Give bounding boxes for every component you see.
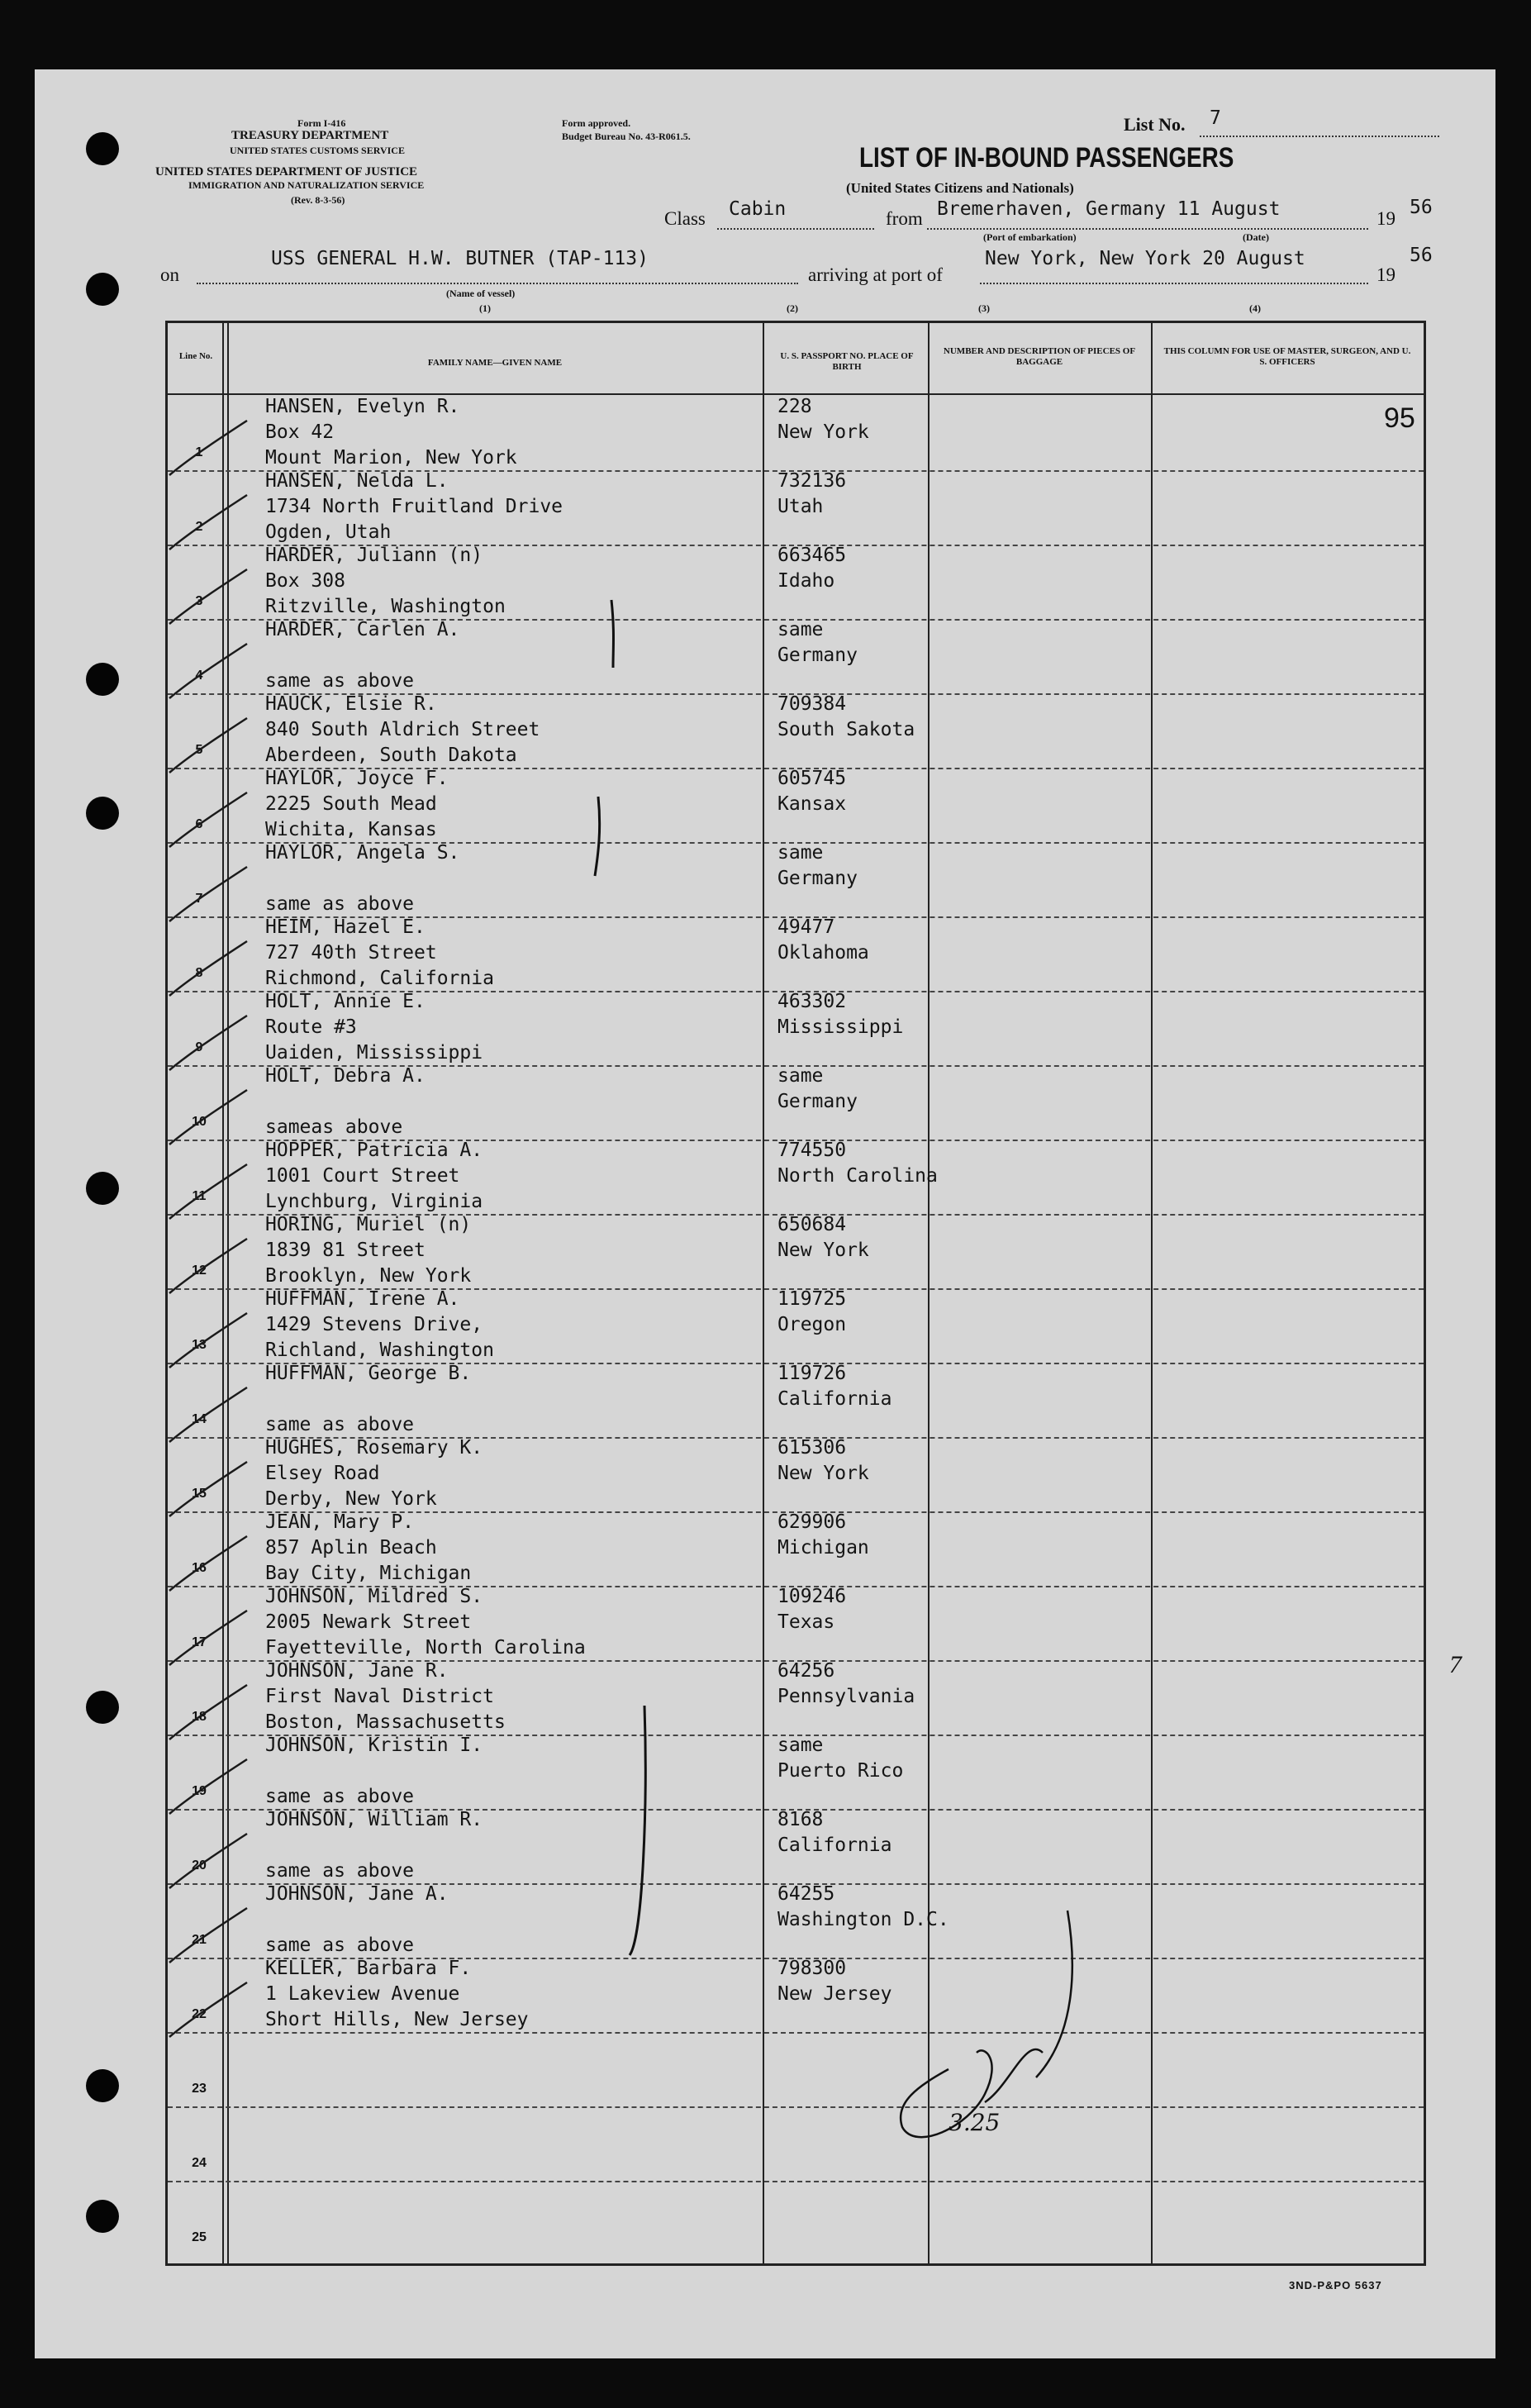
arriving-label: arriving at port of (808, 264, 943, 285)
passport-number: 49477 (777, 916, 835, 938)
passport-number: 663465 (777, 545, 847, 566)
place-of-birth: Kansax (777, 793, 847, 815)
class-value: Cabin (729, 198, 787, 220)
address-line-2: Uaiden, Mississippi (265, 1042, 483, 1064)
passport-number: 774550 (777, 1140, 847, 1161)
passport-number: 709384 (777, 693, 847, 715)
header-passport: U. S. PASSPORT NO. PLACE OF BIRTH (780, 351, 914, 372)
address-line-1: 1001 Court Street (265, 1165, 460, 1187)
address-line-2: same as above (265, 1860, 415, 1882)
passport-number: 629906 (777, 1511, 847, 1533)
form-revision: (Rev. 8-3-56) (291, 194, 345, 206)
passenger-name: HUFFMAN, Irene A. (265, 1288, 460, 1310)
passenger-name: HUGHES, Rosemary K. (265, 1437, 483, 1459)
line-number: 19 (192, 1784, 207, 1798)
embarkation-year: 56 (1410, 197, 1433, 218)
address-line-2: Ogden, Utah (265, 521, 392, 543)
address-line-1: Route #3 (265, 1016, 357, 1038)
page-subtitle: (United States Citizens and Nationals) (846, 180, 1074, 196)
passport-number: 228 (777, 396, 812, 417)
passenger-name: KELLER, Barbara F. (265, 1958, 472, 1979)
place-of-birth: South Sakota (777, 719, 915, 740)
place-of-birth: New York (777, 421, 869, 443)
manifest-page (35, 69, 1495, 2358)
class-label: Class (664, 208, 706, 229)
passport-number: 732136 (777, 470, 847, 492)
address-line-2: Wichita, Kansas (265, 819, 437, 840)
line-number: 4 (195, 669, 203, 683)
passenger-name: HAUCK, Elsie R. (265, 693, 437, 715)
line-number: 6 (195, 817, 203, 831)
passenger-name: JOHNSON, Jane A. (265, 1883, 449, 1905)
passport-number: 109246 (777, 1586, 847, 1607)
header-officers: THIS COLUMN FOR USE OF MASTER, SURGEON, AND U. S. OFFICERS (1163, 346, 1411, 367)
address-line-2: Bay City, Michigan (265, 1563, 472, 1584)
port-caption: (Port of embarkation) (983, 231, 1077, 243)
col-num-3: (3) (978, 302, 990, 314)
place-of-birth: North Carolina (777, 1165, 938, 1187)
address-line-1: First Naval District (265, 1686, 494, 1707)
address-line-1: Elsey Road (265, 1463, 380, 1484)
passport-number: 605745 (777, 768, 847, 789)
passport-number: 650684 (777, 1214, 847, 1235)
place-of-birth: New York (777, 1240, 869, 1261)
address-line-1: 1429 Stevens Drive, (265, 1314, 483, 1335)
year-prefix-2: 19 (1376, 264, 1395, 285)
list-no-label: List No. (1124, 114, 1186, 135)
place-of-birth: Mississippi (777, 1016, 904, 1038)
address-line-1: 727 40th Street (265, 942, 437, 964)
line-number: 12 (192, 1263, 207, 1278)
line-number: 7 (195, 892, 203, 906)
passport-number: 615306 (777, 1437, 847, 1459)
place-of-birth: California (777, 1388, 892, 1410)
passenger-name: HEIM, Hazel E. (265, 916, 426, 938)
line-number: 5 (195, 743, 203, 757)
passenger-name: HANSEN, Nelda L. (265, 470, 449, 492)
line-number: 21 (192, 1933, 207, 1947)
place-of-birth: New York (777, 1463, 869, 1484)
line-number: 14 (192, 1412, 207, 1426)
passenger-name: HARDER, Carlen A. (265, 619, 460, 640)
line-number: 13 (192, 1338, 207, 1352)
passenger-name: HUFFMAN, George B. (265, 1363, 472, 1384)
place-of-birth: Utah (777, 496, 824, 517)
form-approved: Form approved. (562, 117, 631, 129)
passport-number: same (777, 1065, 824, 1087)
address-line-2: same as above (265, 1414, 415, 1435)
header-name: FAMILY NAME—GIVEN NAME (427, 358, 563, 368)
on-label: on (160, 264, 179, 285)
address-line-1: 840 South Aldrich Street (265, 719, 540, 740)
line-number: 15 (192, 1487, 207, 1501)
address-line-2: sameas above (265, 1116, 403, 1138)
address-line-2: Richland, Washington (265, 1340, 494, 1361)
justice-dept: UNITED STATES DEPARTMENT OF JUSTICE (155, 165, 418, 178)
line-number: 24 (192, 2156, 207, 2170)
line-number: 20 (192, 1858, 207, 1873)
vessel-name: USS GENERAL H.W. BUTNER (TAP-113) (271, 248, 649, 269)
arrival-year: 56 (1410, 245, 1433, 266)
signature-note: 3.25 (949, 2109, 1001, 2136)
passenger-name: HAYLOR, Angela S. (265, 842, 460, 864)
address-line-2: Boston, Massachusetts (265, 1711, 506, 1733)
address-line-1: Box 42 (265, 421, 335, 443)
passport-number: same (777, 842, 824, 864)
address-line-2: same as above (265, 893, 415, 915)
line-number: 23 (192, 2082, 207, 2096)
page-title: LIST OF IN-BOUND PASSENGERS (859, 142, 1234, 174)
address-line-2: Ritzville, Washington (265, 596, 506, 617)
passenger-name: JEAN, Mary P. (265, 1511, 415, 1533)
passenger-name: HAYLOR, Joyce F. (265, 768, 449, 789)
address-line-2: Lynchburg, Virginia (265, 1191, 483, 1212)
passenger-name: HANSEN, Evelyn R. (265, 396, 460, 417)
address-line-1: Box 308 (265, 570, 345, 592)
place-of-birth: Germany (777, 645, 858, 666)
address-line-2: same as above (265, 1934, 415, 1956)
from-label: from (886, 208, 923, 229)
margin-note: 7 (1449, 1651, 1462, 1678)
place-of-birth: Idaho (777, 570, 835, 592)
place-of-birth: Washington D.C. (777, 1909, 949, 1930)
place-of-birth: Texas (777, 1611, 835, 1633)
address-line-2: same as above (265, 1786, 415, 1807)
place-of-birth: Oklahoma (777, 942, 869, 964)
line-number: 17 (192, 1635, 207, 1649)
passenger-name: JOHNSON, William R. (265, 1809, 483, 1830)
line-number: 9 (195, 1040, 203, 1054)
list-no-value: 7 (1210, 107, 1221, 129)
passenger-name: JOHNSON, Mildred S. (265, 1586, 483, 1607)
address-line-1: 2005 Newark Street (265, 1611, 472, 1633)
address-line-1: 1839 81 Street (265, 1240, 426, 1261)
header-baggage: NUMBER AND DESCRIPTION OF PIECES OF BAGGAGE (943, 346, 1136, 367)
header-line-no: Line No. (178, 351, 213, 361)
address-line-1: 1734 North Fruitland Drive (265, 496, 563, 517)
passenger-name: HOLT, Debra A. (265, 1065, 426, 1087)
address-line-2: Brooklyn, New York (265, 1265, 472, 1287)
address-line-1: 857 Aplin Beach (265, 1537, 437, 1559)
col-num-4: (4) (1249, 302, 1261, 314)
embarkation-value: Bremerhaven, Germany 11 August (937, 198, 1281, 220)
treasury-dept: TREASURY DEPARTMENT (231, 129, 389, 142)
passenger-name: HOPPER, Patricia A. (265, 1140, 483, 1161)
line-number: 2 (195, 520, 203, 534)
passenger-name: JOHNSON, Kristin I. (265, 1735, 483, 1756)
budget-bureau: Budget Bureau No. 43-R061.5. (562, 131, 691, 142)
address-line-2: Richmond, California (265, 968, 494, 989)
address-line-1: 1 Lakeview Avenue (265, 1983, 460, 2005)
place-of-birth: Michigan (777, 1537, 869, 1559)
line-number: 22 (192, 2007, 207, 2021)
passenger-name: HOLT, Annie E. (265, 991, 426, 1012)
ins-service: IMMIGRATION AND NATURALIZATION SERVICE (188, 179, 425, 191)
line-number: 8 (195, 966, 203, 980)
line-number: 18 (192, 1710, 207, 1724)
customs-service: UNITED STATES CUSTOMS SERVICE (230, 145, 405, 156)
address-line-2: same as above (265, 670, 415, 692)
year-prefix: 19 (1376, 208, 1395, 229)
passport-number: same (777, 1735, 824, 1756)
line-number: 3 (195, 594, 203, 608)
passport-number: 8168 (777, 1809, 824, 1830)
place-of-birth: California (777, 1835, 892, 1856)
passenger-name: JOHNSON, Jane R. (265, 1660, 449, 1682)
address-line-2: Aberdeen, South Dakota (265, 745, 517, 766)
officer-note: 95 (1384, 402, 1415, 434)
passport-number: 798300 (777, 1958, 847, 1979)
line-number: 25 (192, 2230, 207, 2244)
col-num-2: (2) (787, 302, 798, 314)
line-number: 10 (192, 1115, 207, 1129)
place-of-birth: Puerto Rico (777, 1760, 904, 1782)
passport-number: 119726 (777, 1363, 847, 1384)
address-line-2: Short Hills, New Jersey (265, 2009, 529, 2030)
address-line-2: Fayetteville, North Carolina (265, 1637, 586, 1658)
passenger-name: HORING, Muriel (n) (265, 1214, 472, 1235)
passport-number: same (777, 619, 824, 640)
passport-number: 64256 (777, 1660, 835, 1682)
passenger-name: HARDER, Juliann (n) (265, 545, 483, 566)
place-of-birth: New Jersey (777, 1983, 892, 2005)
vessel-caption: (Name of vessel) (446, 288, 516, 299)
col-num-1: (1) (479, 302, 491, 314)
footer-code: 3ND-P&PO 5637 (1289, 2279, 1382, 2291)
line-number: 1 (195, 445, 203, 459)
line-number: 16 (192, 1561, 207, 1575)
line-number: 11 (192, 1189, 207, 1203)
address-line-2: Mount Marion, New York (265, 447, 517, 469)
date-caption: (Date) (1243, 231, 1269, 243)
place-of-birth: Pennsylvania (777, 1686, 915, 1707)
place-of-birth: Germany (777, 868, 858, 889)
handwritten-marks (35, 69, 1495, 2358)
passport-number: 64255 (777, 1883, 835, 1905)
passport-number: 463302 (777, 991, 847, 1012)
address-line-1: 2225 South Mead (265, 793, 437, 815)
address-line-2: Derby, New York (265, 1488, 437, 1510)
passport-number: 119725 (777, 1288, 847, 1310)
arrival-port-value: New York, New York 20 August (985, 248, 1305, 269)
form-number: Form I-416 (297, 117, 346, 129)
place-of-birth: Oregon (777, 1314, 847, 1335)
place-of-birth: Germany (777, 1091, 858, 1112)
